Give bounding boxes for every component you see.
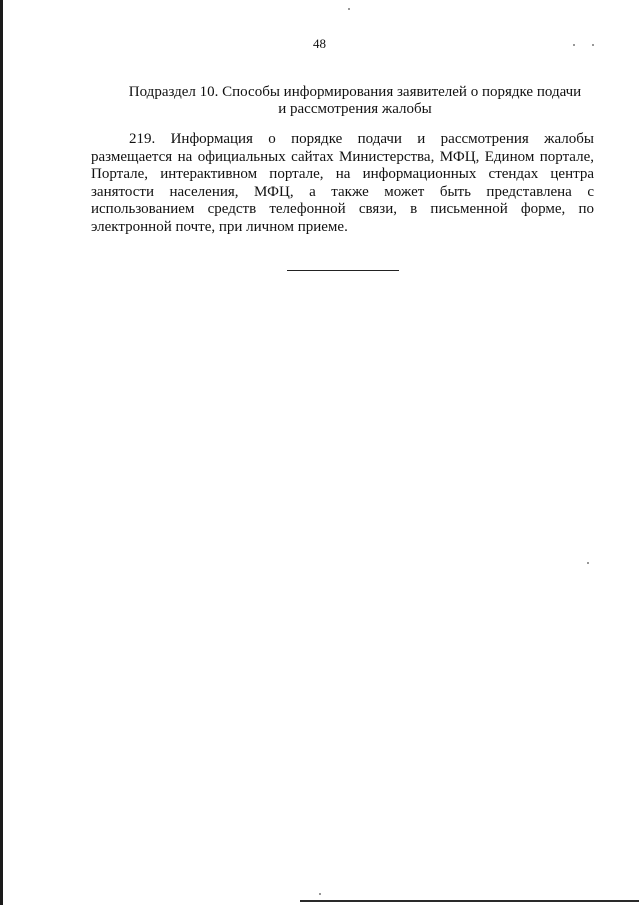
scan-edge-bottom — [300, 900, 639, 902]
scan-speck — [319, 893, 321, 895]
section-title-line-1: Подраздел 10. Способы информирования заявителей о порядке подачи — [128, 84, 582, 100]
scan-speck — [348, 8, 350, 10]
section-title — [120, 84, 590, 118]
scan-edge-left — [0, 0, 3, 905]
paragraph-219: 219. Информация о порядке подачи и рассмотрения жалобы размещается на официальных сайтах Министерства, МФЦ, Едином портале, Портале, интерактивном портале, на информационных стендах центра занятости населения, МФЦ, а также может быть представлена с использованием средств телефонной связи, в письменной форме, по электронной почте, при личном приеме. — [91, 131, 594, 235]
page-number: 48 — [313, 36, 326, 51]
section-title-line-2: и рассмотрения жалобы — [278, 101, 432, 117]
scan-speck — [573, 44, 575, 46]
scan-speck — [587, 562, 589, 564]
scan-speck — [592, 44, 594, 46]
end-rule — [287, 270, 399, 271]
